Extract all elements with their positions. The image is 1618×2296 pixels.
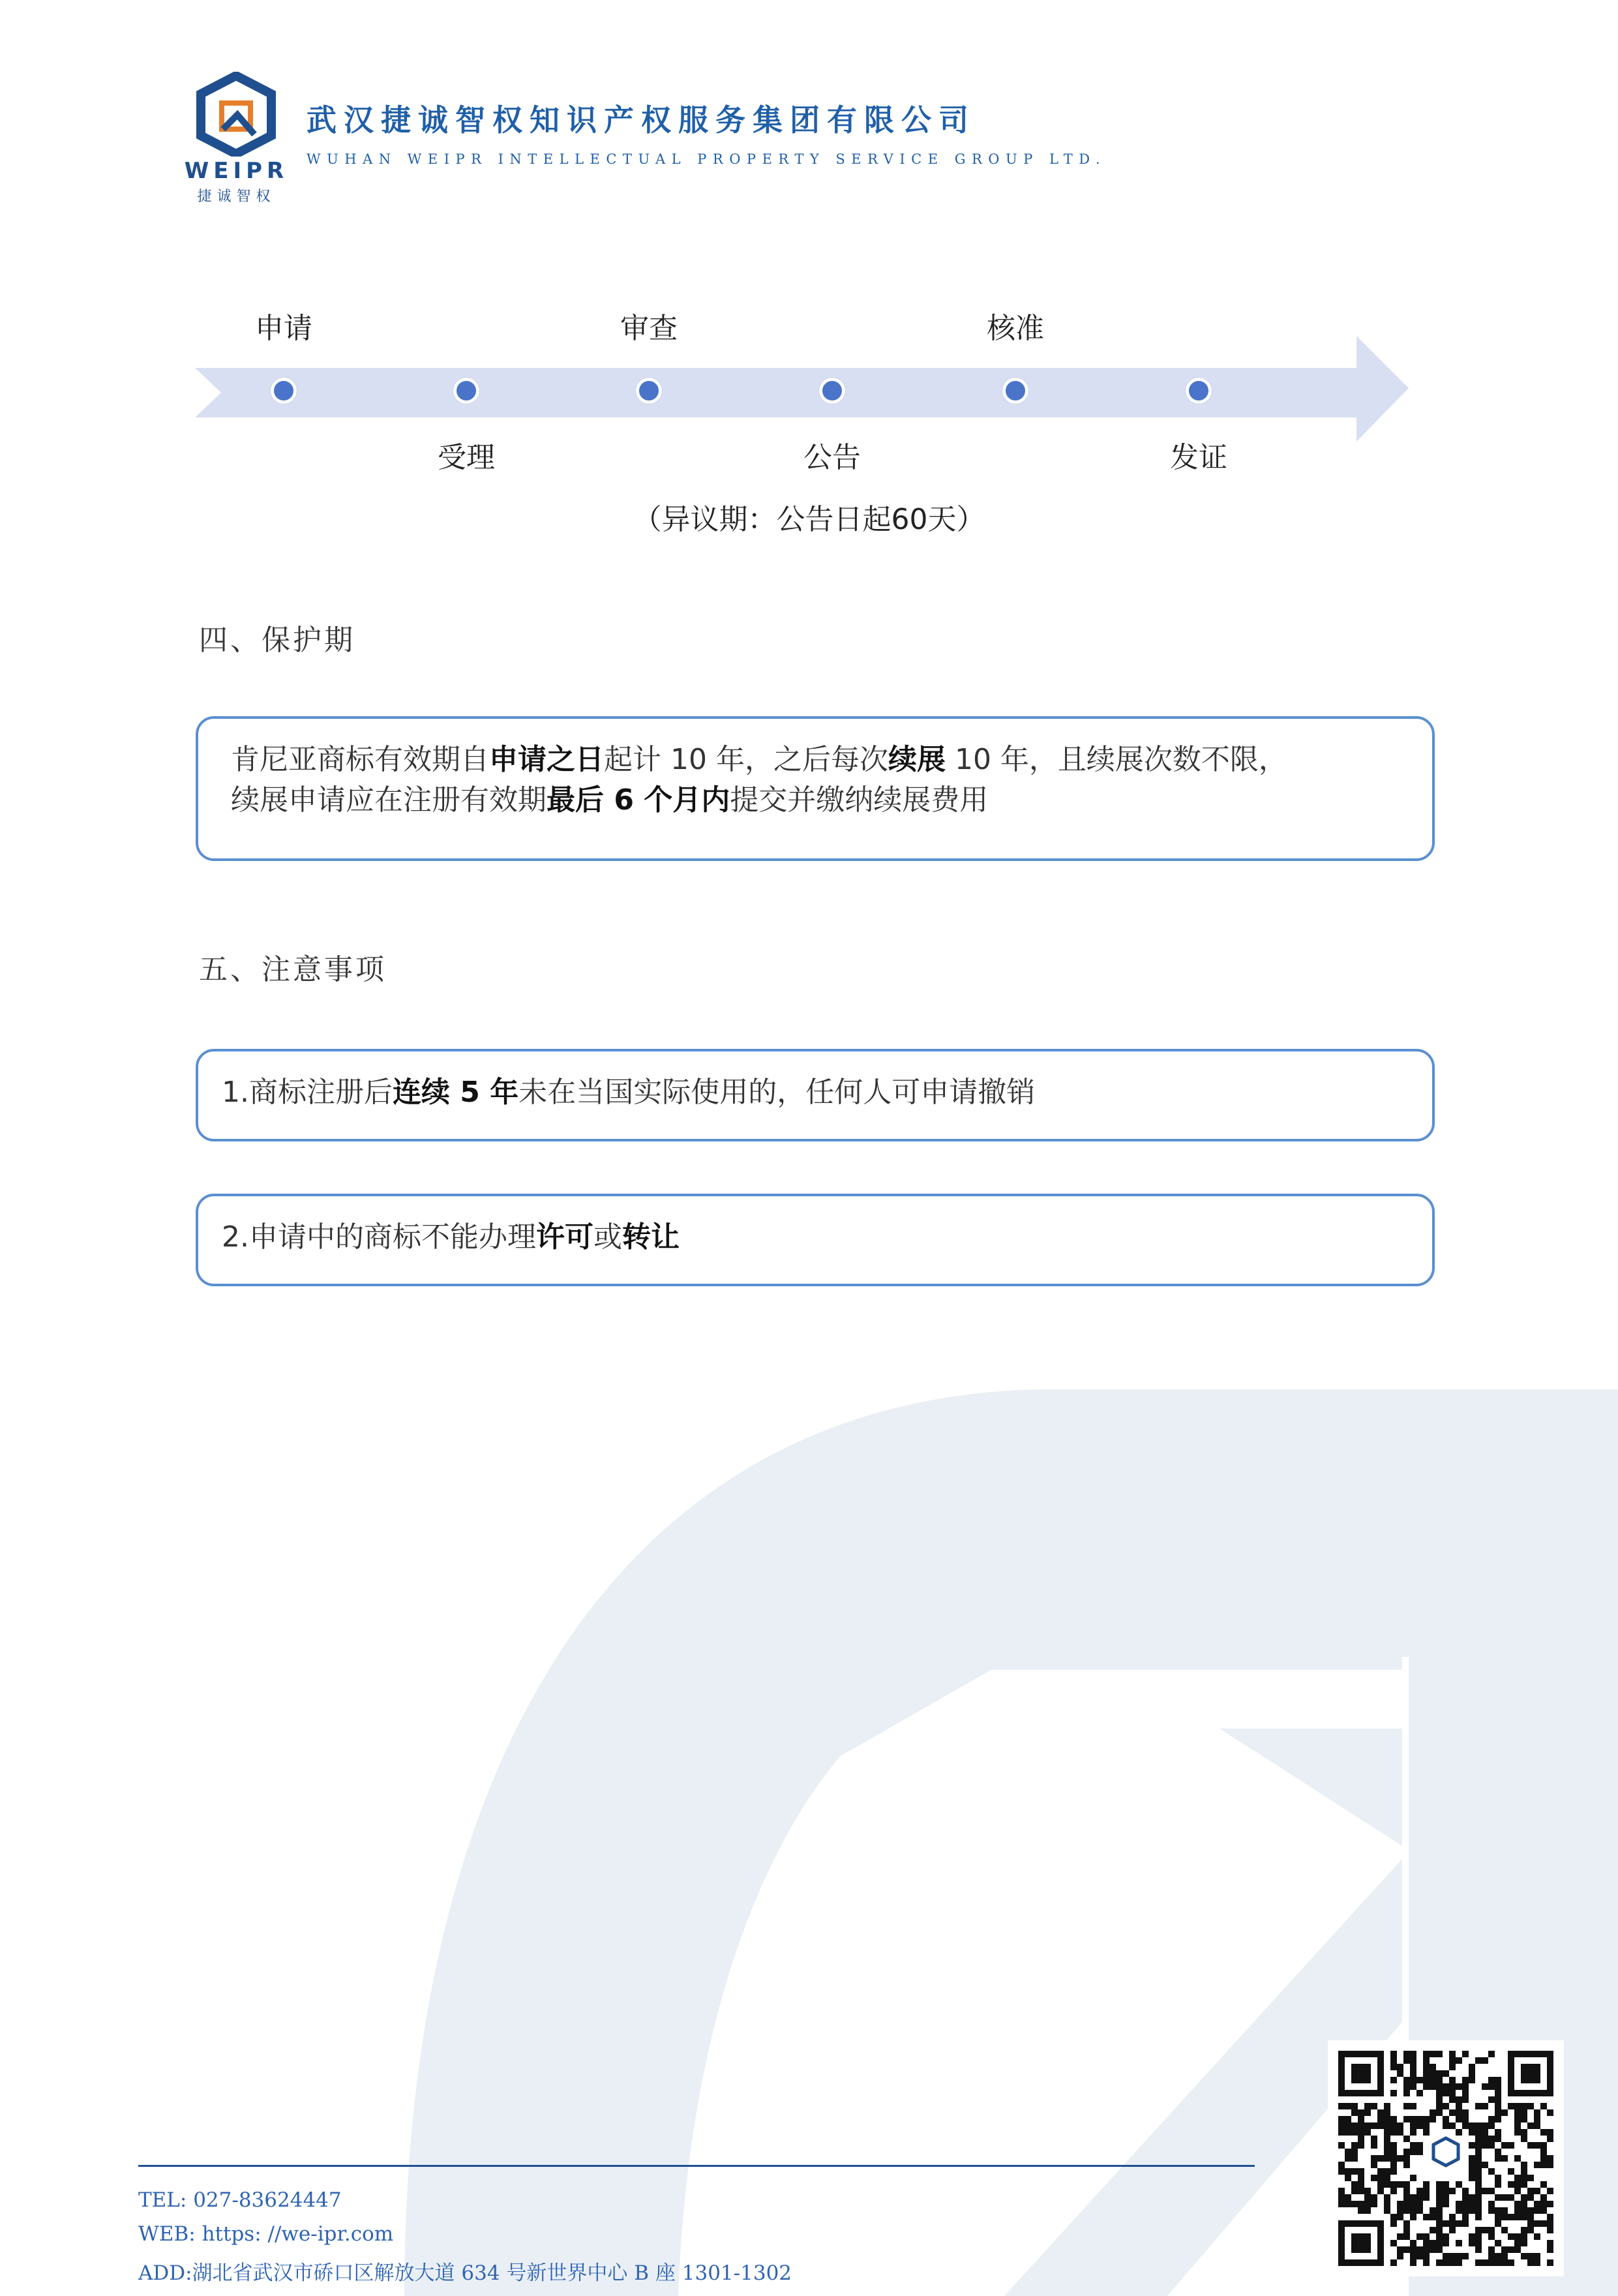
process-timeline <box>192 336 1418 447</box>
timeline-dot <box>819 378 845 404</box>
text-run: 起计 10 年，之后每次 <box>604 743 888 776</box>
weipr-logo <box>183 72 290 205</box>
logo-subtitle: 捷诚智权 <box>197 189 276 205</box>
text-run: 肯尼亚商标有效期自 <box>231 743 489 776</box>
emphasis-text: 许可 <box>535 1220 593 1254</box>
emphasis-text: 最后 6 个月内 <box>547 783 730 817</box>
text-run: 2.申请中的商标不能办理 <box>222 1220 536 1254</box>
protection-period-box <box>196 716 1435 861</box>
section-heading-notes: 五、注意事项 <box>199 953 387 986</box>
footer-web[interactable]: WEB: https: //we-ipr.com <box>138 2222 394 2246</box>
timeline-step-certificate: 发证 <box>1170 441 1227 474</box>
emphasis-text: 连续 5 年 <box>392 1076 519 1109</box>
timeline-dot <box>271 378 297 404</box>
note-box-2 <box>196 1194 1435 1286</box>
text-run: 提交并缴纳续展费用 <box>730 783 989 817</box>
footer-divider <box>138 2165 1255 2167</box>
text-run: 未在当国实际使用的，任何人可申请撤销 <box>518 1076 1036 1109</box>
qr-code-icon <box>1328 2040 1564 2276</box>
footer-address: ADD:湖北省武汉市硚口区解放大道 634 号新世界中心 B 座 1301-1302 <box>138 2261 792 2285</box>
footer-tel: TEL: 027-83624447 <box>138 2188 342 2212</box>
company-name-cn: 武汉捷诚智权知识产权服务集团有限公司 <box>307 102 976 138</box>
text-run: 续展申请应在注册有效期 <box>231 783 547 817</box>
logo-wordmark: WEIPR <box>184 158 289 184</box>
timeline-step-acceptance: 受理 <box>438 441 495 474</box>
weipr-logo-icon <box>183 72 290 157</box>
text-run: 或 <box>593 1220 622 1254</box>
company-name-en: WUHAN WEIPR INTELLECTUAL PROPERTY SERVICE GROUP LTD. <box>307 151 1107 167</box>
note-text-1 <box>222 1072 1400 1113</box>
note-box-1 <box>196 1049 1435 1141</box>
text-run: 1.商标注册后 <box>222 1076 393 1109</box>
timeline-step-approval: 核准 <box>987 312 1044 345</box>
timeline-dot <box>636 378 662 404</box>
timeline-step-application: 申请 <box>255 312 312 345</box>
timeline-dot <box>1002 378 1028 404</box>
section-heading-protection-period: 四、保护期 <box>199 624 355 657</box>
timeline-dot <box>453 378 479 404</box>
timeline-arrow <box>192 336 1418 447</box>
emphasis-text: 申请之日 <box>489 743 604 776</box>
timeline-step-examination: 审查 <box>620 312 678 345</box>
emphasis-text: 续展 <box>888 743 946 776</box>
timeline-dot <box>1186 378 1212 404</box>
protection-period-text <box>231 740 1400 821</box>
text-run: 10 年，且续展次数不限， <box>945 743 1287 776</box>
timeline-step-publication: 公告 <box>803 441 861 474</box>
note-text-2 <box>222 1217 1400 1258</box>
opposition-period-note: （异议期：公告日起60天） <box>633 503 985 536</box>
emphasis-text: 转让 <box>622 1220 680 1254</box>
